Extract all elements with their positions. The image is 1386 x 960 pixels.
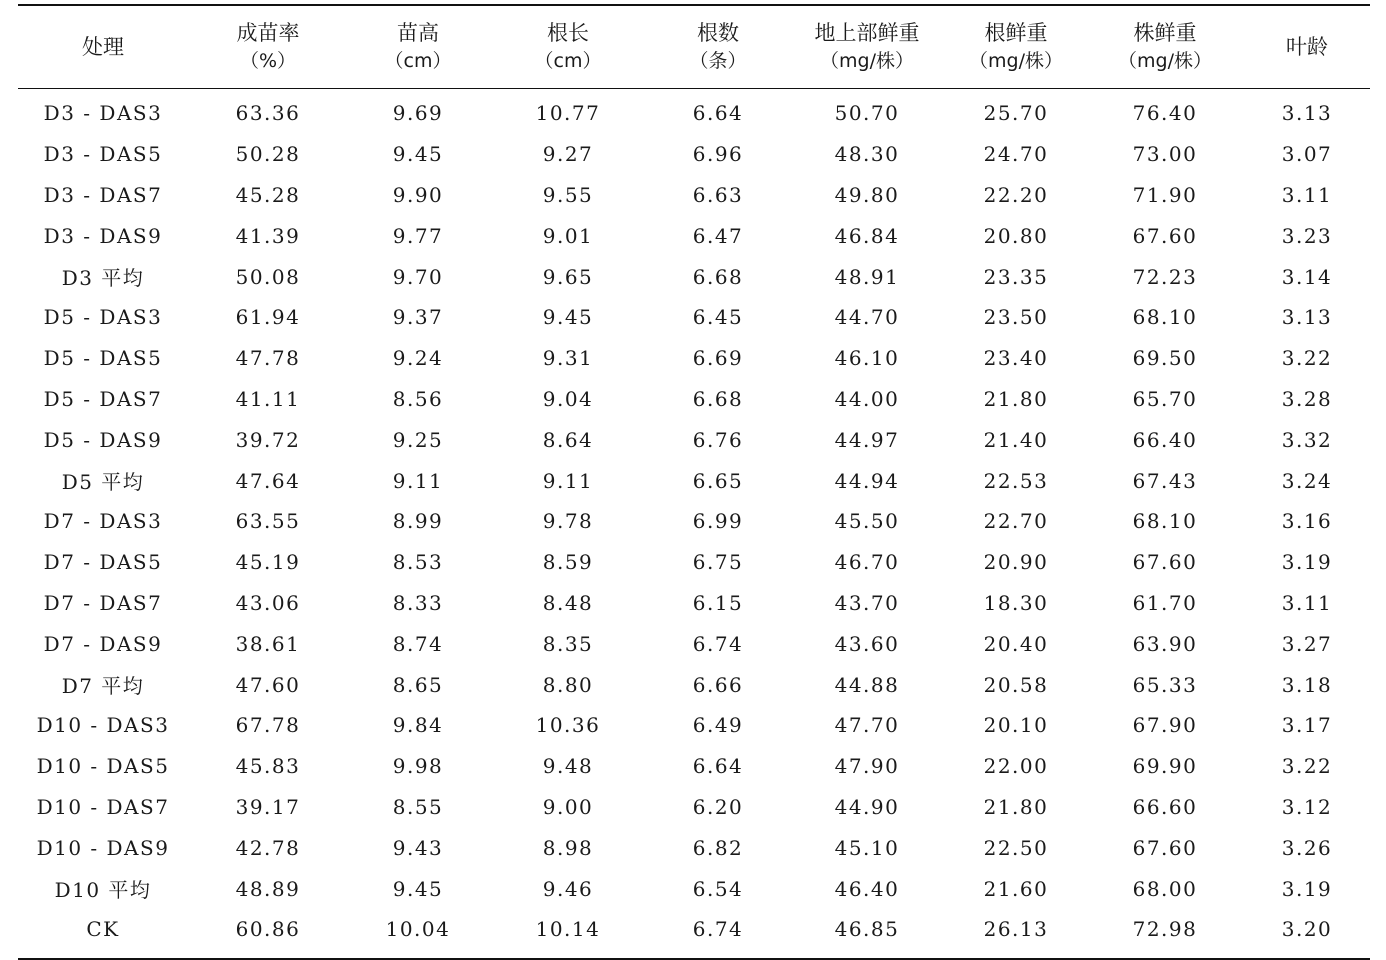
value-cell: 44.00 — [834, 386, 900, 411]
treatment-cell: D5 - DAS5 — [43, 346, 163, 371]
value-cell: 3.13 — [1281, 305, 1333, 330]
value-cell: 6.69 — [692, 346, 744, 371]
value-cell: 10.14 — [535, 917, 601, 942]
table-row — [18, 787, 1370, 828]
value-cell: 8.59 — [542, 550, 594, 575]
value-cell: 3.17 — [1281, 713, 1333, 738]
value-cell: 8.35 — [542, 631, 594, 656]
value-cell: 20.58 — [983, 672, 1049, 697]
value-cell: 20.90 — [983, 550, 1049, 575]
table-row — [18, 175, 1370, 216]
value-cell: 76.40 — [1132, 101, 1198, 126]
value-cell: 42.78 — [235, 835, 301, 860]
value-cell: 8.80 — [542, 672, 594, 697]
value-cell: 6.68 — [692, 264, 744, 289]
table-row — [18, 89, 1370, 134]
table-body — [18, 89, 1370, 950]
table-row — [18, 746, 1370, 787]
value-cell: 44.90 — [834, 794, 900, 819]
value-cell: 22.50 — [983, 835, 1049, 860]
value-cell: 68.00 — [1132, 876, 1198, 901]
treatment-cell: D10 平均 — [54, 878, 152, 903]
value-cell: 6.68 — [692, 386, 744, 411]
value-cell: 61.94 — [235, 305, 301, 330]
column-header-title: 株鲜重 — [1133, 21, 1197, 45]
value-cell: 3.22 — [1281, 346, 1333, 371]
value-cell: 67.60 — [1132, 223, 1198, 248]
column-header-unit: （cm） — [384, 50, 452, 72]
value-cell: 9.98 — [392, 754, 444, 779]
value-cell: 45.83 — [235, 754, 301, 779]
value-cell: 45.19 — [235, 550, 301, 575]
value-cell: 61.70 — [1132, 590, 1198, 615]
value-cell: 9.84 — [392, 713, 444, 738]
value-cell: 9.11 — [542, 468, 594, 493]
table-row — [18, 419, 1370, 460]
value-cell: 65.70 — [1132, 386, 1198, 411]
value-cell: 66.60 — [1132, 794, 1198, 819]
value-cell: 9.78 — [542, 509, 594, 534]
value-cell: 8.74 — [392, 631, 444, 656]
value-cell: 44.88 — [834, 672, 900, 697]
treatment-cell: D10 - DAS9 — [36, 835, 170, 860]
value-cell: 21.40 — [983, 427, 1049, 452]
column-header-title: 叶龄 — [1286, 35, 1328, 59]
value-cell: 20.80 — [983, 223, 1049, 248]
value-cell: 71.90 — [1132, 182, 1198, 207]
value-cell: 45.10 — [834, 835, 900, 860]
value-cell: 8.48 — [542, 590, 594, 615]
value-cell: 8.55 — [392, 794, 444, 819]
value-cell: 6.82 — [692, 835, 744, 860]
column-header-title: 根长 — [547, 21, 589, 45]
value-cell: 67.60 — [1132, 550, 1198, 575]
treatment-cell: D5 - DAS9 — [43, 427, 163, 452]
value-cell: 6.96 — [692, 142, 744, 167]
value-cell: 44.70 — [834, 305, 900, 330]
value-cell: 23.40 — [983, 346, 1049, 371]
table-row — [18, 623, 1370, 664]
value-cell: 23.35 — [983, 264, 1049, 289]
value-cell: 9.31 — [542, 346, 594, 371]
value-cell: 9.24 — [392, 346, 444, 371]
value-cell: 3.19 — [1281, 876, 1333, 901]
value-cell: 3.26 — [1281, 835, 1333, 860]
value-cell: 48.91 — [834, 264, 900, 289]
value-cell: 63.36 — [235, 101, 301, 126]
treatment-cell: D3 - DAS5 — [43, 142, 163, 167]
value-cell: 67.43 — [1132, 468, 1198, 493]
value-cell: 21.60 — [983, 876, 1049, 901]
value-cell: 46.84 — [834, 223, 900, 248]
value-cell: 69.50 — [1132, 346, 1198, 371]
value-cell: 47.78 — [235, 346, 301, 371]
column-header-unit: （%） — [239, 50, 297, 72]
value-cell: 6.99 — [692, 509, 744, 534]
value-cell: 10.36 — [535, 713, 601, 738]
value-cell: 3.13 — [1281, 101, 1333, 126]
value-cell: 8.56 — [392, 386, 444, 411]
value-cell: 41.39 — [235, 223, 301, 248]
value-cell: 47.90 — [834, 754, 900, 779]
value-cell: 3.18 — [1281, 672, 1333, 697]
treatment-cell: D7 平均 — [61, 674, 145, 699]
value-cell: 44.94 — [834, 468, 900, 493]
table-row — [18, 909, 1370, 950]
value-cell: 9.25 — [392, 427, 444, 452]
value-cell: 9.65 — [542, 264, 594, 289]
value-cell: 6.49 — [692, 713, 744, 738]
table-row — [18, 379, 1370, 420]
value-cell: 45.50 — [834, 509, 900, 534]
value-cell: 65.33 — [1132, 672, 1198, 697]
table-row — [18, 134, 1370, 175]
value-cell: 63.55 — [235, 509, 301, 534]
value-cell: 43.06 — [235, 590, 301, 615]
table-header — [18, 6, 1370, 88]
table-row — [18, 705, 1370, 746]
value-cell: 3.11 — [1281, 182, 1333, 207]
value-cell: 8.65 — [392, 672, 444, 697]
value-cell: 67.90 — [1132, 713, 1198, 738]
value-cell: 3.20 — [1281, 917, 1333, 942]
value-cell: 22.53 — [983, 468, 1049, 493]
data-table-body — [18, 89, 1370, 950]
value-cell: 50.70 — [834, 101, 900, 126]
value-cell: 9.11 — [392, 468, 444, 493]
value-cell: 3.07 — [1281, 142, 1333, 167]
value-cell: 8.64 — [542, 427, 594, 452]
value-cell: 9.46 — [542, 876, 594, 901]
column-header — [788, 6, 946, 88]
value-cell: 46.40 — [834, 876, 900, 901]
value-cell: 41.11 — [235, 386, 301, 411]
value-cell: 72.23 — [1132, 264, 1198, 289]
column-header — [648, 6, 788, 88]
value-cell: 44.97 — [834, 427, 900, 452]
value-cell: 50.08 — [235, 264, 301, 289]
treatment-cell: D3 - DAS3 — [43, 101, 163, 126]
value-cell: 9.70 — [392, 264, 444, 289]
column-header-title: 根数 — [697, 21, 739, 45]
value-cell: 68.10 — [1132, 305, 1198, 330]
value-cell: 73.00 — [1132, 142, 1198, 167]
column-header — [488, 6, 648, 88]
value-cell: 3.28 — [1281, 386, 1333, 411]
value-cell: 8.99 — [392, 509, 444, 534]
value-cell: 69.90 — [1132, 754, 1198, 779]
table-row — [18, 583, 1370, 624]
value-cell: 8.98 — [542, 835, 594, 860]
treatment-cell: D5 - DAS3 — [43, 305, 163, 330]
table-row — [18, 297, 1370, 338]
value-cell: 25.70 — [983, 101, 1049, 126]
value-cell: 9.45 — [392, 876, 444, 901]
treatment-cell: D7 - DAS9 — [43, 631, 163, 656]
table-row — [18, 501, 1370, 542]
value-cell: 38.61 — [235, 631, 301, 656]
value-cell: 67.78 — [235, 713, 301, 738]
table-row — [18, 868, 1370, 909]
value-cell: 9.48 — [542, 754, 594, 779]
column-header-unit: （mg/株） — [820, 50, 914, 72]
value-cell: 49.80 — [834, 182, 900, 207]
value-cell: 3.27 — [1281, 631, 1333, 656]
treatment-cell: D3 - DAS7 — [43, 182, 163, 207]
value-cell: 6.74 — [692, 917, 744, 942]
value-cell: 20.40 — [983, 631, 1049, 656]
table-row — [18, 664, 1370, 705]
value-cell: 47.70 — [834, 713, 900, 738]
treatment-cell: D5 平均 — [61, 470, 145, 495]
column-header — [1086, 6, 1244, 88]
value-cell: 9.90 — [392, 182, 444, 207]
value-cell: 6.64 — [692, 754, 744, 779]
value-cell: 21.80 — [983, 794, 1049, 819]
value-cell: 39.72 — [235, 427, 301, 452]
value-cell: 8.53 — [392, 550, 444, 575]
column-header — [348, 6, 488, 88]
value-cell: 10.77 — [535, 101, 601, 126]
value-cell: 3.19 — [1281, 550, 1333, 575]
data-table — [18, 6, 1370, 88]
column-header-unit: （mg/株） — [1118, 50, 1212, 72]
treatment-cell: CK — [86, 917, 120, 942]
value-cell: 6.54 — [692, 876, 744, 901]
value-cell: 47.64 — [235, 468, 301, 493]
value-cell: 9.55 — [542, 182, 594, 207]
value-cell: 68.10 — [1132, 509, 1198, 534]
value-cell: 6.47 — [692, 223, 744, 248]
bottom-rule — [18, 958, 1370, 960]
value-cell: 67.60 — [1132, 835, 1198, 860]
value-cell: 46.85 — [834, 917, 900, 942]
value-cell: 26.13 — [983, 917, 1049, 942]
treatment-cell: D3 - DAS9 — [43, 223, 163, 248]
value-cell: 18.30 — [983, 590, 1049, 615]
treatment-cell: D7 - DAS3 — [43, 509, 163, 534]
value-cell: 9.04 — [542, 386, 594, 411]
value-cell: 3.12 — [1281, 794, 1333, 819]
column-header-title: 苗高 — [397, 21, 439, 45]
column-header-title: 成苗率 — [236, 21, 300, 45]
value-cell: 48.30 — [834, 142, 900, 167]
value-cell: 22.00 — [983, 754, 1049, 779]
value-cell: 39.17 — [235, 794, 301, 819]
treatment-cell: D7 - DAS7 — [43, 590, 163, 615]
value-cell: 22.70 — [983, 509, 1049, 534]
value-cell: 9.45 — [542, 305, 594, 330]
column-header-unit: （cm） — [534, 50, 602, 72]
table-row — [18, 256, 1370, 297]
table-row — [18, 215, 1370, 256]
value-cell: 9.27 — [542, 142, 594, 167]
value-cell: 9.77 — [392, 223, 444, 248]
value-cell: 3.11 — [1281, 590, 1333, 615]
value-cell: 9.45 — [392, 142, 444, 167]
treatment-cell: D10 - DAS7 — [36, 794, 170, 819]
value-cell: 9.01 — [542, 223, 594, 248]
treatment-cell: D10 - DAS5 — [36, 754, 170, 779]
column-header — [188, 6, 348, 88]
table-row — [18, 542, 1370, 583]
value-cell: 6.75 — [692, 550, 744, 575]
value-cell: 43.70 — [834, 590, 900, 615]
treatment-cell: D10 - DAS3 — [36, 713, 170, 738]
column-header — [1244, 6, 1370, 88]
value-cell: 9.00 — [542, 794, 594, 819]
table-row — [18, 338, 1370, 379]
value-cell: 6.64 — [692, 101, 744, 126]
value-cell: 8.33 — [392, 590, 444, 615]
treatment-cell: D5 - DAS7 — [43, 386, 163, 411]
value-cell: 9.43 — [392, 835, 444, 860]
value-cell: 22.20 — [983, 182, 1049, 207]
value-cell: 47.60 — [235, 672, 301, 697]
value-cell: 50.28 — [235, 142, 301, 167]
value-cell: 46.70 — [834, 550, 900, 575]
value-cell: 3.24 — [1281, 468, 1333, 493]
value-cell: 24.70 — [983, 142, 1049, 167]
column-header-title: 处理 — [82, 35, 124, 59]
value-cell: 6.74 — [692, 631, 744, 656]
header-row — [18, 6, 1370, 88]
treatment-cell: D7 - DAS5 — [43, 550, 163, 575]
value-cell: 43.60 — [834, 631, 900, 656]
value-cell: 6.65 — [692, 468, 744, 493]
value-cell: 46.10 — [834, 346, 900, 371]
value-cell: 6.20 — [692, 794, 744, 819]
column-header-title: 地上部鲜重 — [814, 21, 920, 45]
value-cell: 3.23 — [1281, 223, 1333, 248]
value-cell: 9.69 — [392, 101, 444, 126]
value-cell: 3.22 — [1281, 754, 1333, 779]
table-row — [18, 827, 1370, 868]
value-cell: 3.14 — [1281, 264, 1333, 289]
data-table-container — [18, 4, 1370, 960]
column-header-unit: （条） — [689, 50, 747, 72]
column-header-unit: （mg/株） — [969, 50, 1063, 72]
value-cell: 48.89 — [235, 876, 301, 901]
value-cell: 3.32 — [1281, 427, 1333, 452]
value-cell: 66.40 — [1132, 427, 1198, 452]
value-cell: 6.63 — [692, 182, 744, 207]
value-cell: 45.28 — [235, 182, 301, 207]
value-cell: 9.37 — [392, 305, 444, 330]
value-cell: 72.98 — [1132, 917, 1198, 942]
value-cell: 6.76 — [692, 427, 744, 452]
value-cell: 10.04 — [385, 917, 451, 942]
treatment-cell: D3 平均 — [61, 266, 145, 291]
value-cell: 23.50 — [983, 305, 1049, 330]
value-cell: 20.10 — [983, 713, 1049, 738]
table-row — [18, 460, 1370, 501]
column-header-title: 根鲜重 — [984, 21, 1048, 45]
value-cell: 21.80 — [983, 386, 1049, 411]
value-cell: 3.16 — [1281, 509, 1333, 534]
column-header — [946, 6, 1086, 88]
value-cell: 60.86 — [235, 917, 301, 942]
column-header — [18, 6, 188, 88]
value-cell: 6.45 — [692, 305, 744, 330]
value-cell: 6.15 — [692, 590, 744, 615]
value-cell: 63.90 — [1132, 631, 1198, 656]
value-cell: 6.66 — [692, 672, 744, 697]
